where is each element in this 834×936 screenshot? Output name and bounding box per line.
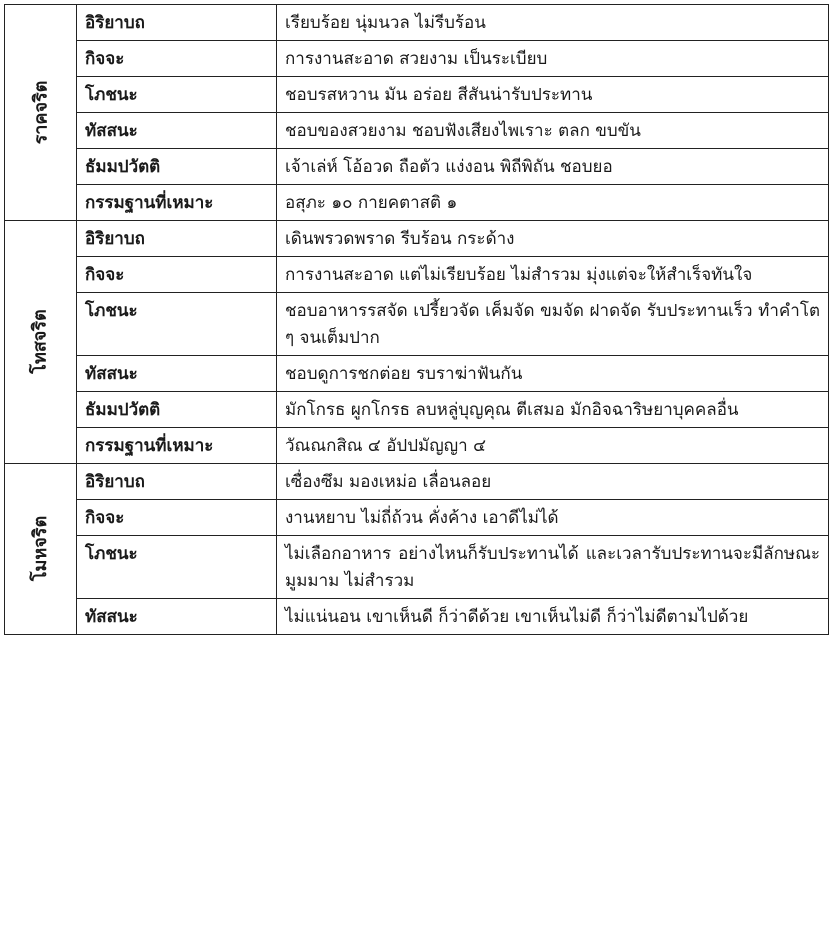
- table-row: [5, 221, 829, 257]
- table-row: [5, 5, 829, 41]
- description-cell: เรียบร้อย นุ่มนวล ไม่รีบร้อน: [277, 5, 829, 41]
- table-row: [5, 41, 829, 77]
- table-row: [5, 428, 829, 464]
- aspect-cell: โภชนะ: [77, 536, 277, 599]
- group-label-cell: [5, 464, 77, 635]
- aspect-cell: ทัสสนะ: [77, 356, 277, 392]
- table-row: [5, 149, 829, 185]
- description-cell: ไม่แน่นอน เขาเห็นดี ก็ว่าดีด้วย เขาเห็นไม่ดี ก็ว่าไม่ดีตามไปด้วย: [277, 599, 829, 635]
- description-cell: วัณณกสิณ ๔ อัปปมัญญา ๔: [277, 428, 829, 464]
- table-row: [5, 464, 829, 500]
- table-row: [5, 185, 829, 221]
- aspect-cell: อิริยาบถ: [77, 221, 277, 257]
- description-cell: เซื่องซึม มองเหม่อ เลื่อนลอย: [277, 464, 829, 500]
- table-row: [5, 392, 829, 428]
- description-cell: อสุภะ ๑๐ กายคตาสติ ๑: [277, 185, 829, 221]
- group-label: โทสจริต: [30, 309, 51, 374]
- table-row: [5, 536, 829, 599]
- description-cell: ชอบของสวยงาม ชอบฟังเสียงไพเราะ ตลก ขบขัน: [277, 113, 829, 149]
- table-row: [5, 599, 829, 635]
- description-cell: ชอบดูการชกต่อย รบราฆ่าฟันกัน: [277, 356, 829, 392]
- aspect-cell: ธัมมปวัตติ: [77, 392, 277, 428]
- aspect-cell: ทัสสนะ: [77, 599, 277, 635]
- aspect-cell: กิจจะ: [77, 500, 277, 536]
- description-cell: เจ้าเล่ห์ โอ้อวด ถือตัว แง่งอน พิถีพิถัน ชอบยอ: [277, 149, 829, 185]
- description-cell: ชอบรสหวาน มัน อร่อย สีสันน่ารับประทาน: [277, 77, 829, 113]
- aspect-cell: อิริยาบถ: [77, 5, 277, 41]
- description-cell: การงานสะอาด แต่ไม่เรียบร้อย ไม่สำรวม มุ่งแต่จะให้สำเร็จทันใจ: [277, 257, 829, 293]
- table-row: [5, 77, 829, 113]
- group-label: ราคจริต: [29, 80, 51, 144]
- aspect-cell: กรรมฐานที่เหมาะ: [77, 428, 277, 464]
- aspect-cell: โภชนะ: [77, 293, 277, 356]
- description-cell: มักโกรธ ผูกโกรธ ลบหลู่บุญคุณ ตีเสมอ มักอิจฉาริษยาบุคคลอื่น: [277, 392, 829, 428]
- group-label-cell: [5, 221, 77, 464]
- group-label: โมหจริต: [30, 515, 51, 582]
- aspect-cell: ธัมมปวัตติ: [77, 149, 277, 185]
- aspect-cell: ทัสสนะ: [77, 113, 277, 149]
- description-cell: เดินพรวดพราด รีบร้อน กระด้าง: [277, 221, 829, 257]
- description-cell: งานหยาบ ไม่ถี่ถ้วน คั่งค้าง เอาดีไม่ได้: [277, 500, 829, 536]
- description-cell: ไม่เลือกอาหาร อย่างไหนก็รับประทานได้ และเวลารับประทานจะมีลักษณะมูมมาม ไม่สำรวม: [277, 536, 829, 599]
- table-row: [5, 113, 829, 149]
- table-row: [5, 293, 829, 356]
- aspect-cell: โภชนะ: [77, 77, 277, 113]
- table-row: [5, 356, 829, 392]
- group-label-cell: [5, 5, 77, 221]
- aspect-cell: กิจจะ: [77, 41, 277, 77]
- charita-table: [4, 4, 829, 635]
- aspect-cell: กิจจะ: [77, 257, 277, 293]
- aspect-cell: อิริยาบถ: [77, 464, 277, 500]
- description-cell: การงานสะอาด สวยงาม เป็นระเบียบ: [277, 41, 829, 77]
- table-row: [5, 500, 829, 536]
- table-row: [5, 257, 829, 293]
- description-cell: ชอบอาหารรสจัด เปรี้ยวจัด เค็มจัด ขมจัด ฝาดจัด รับประทานเร็ว ทำคำโต ๆ จนเต็มปาก: [277, 293, 829, 356]
- aspect-cell: กรรมฐานที่เหมาะ: [77, 185, 277, 221]
